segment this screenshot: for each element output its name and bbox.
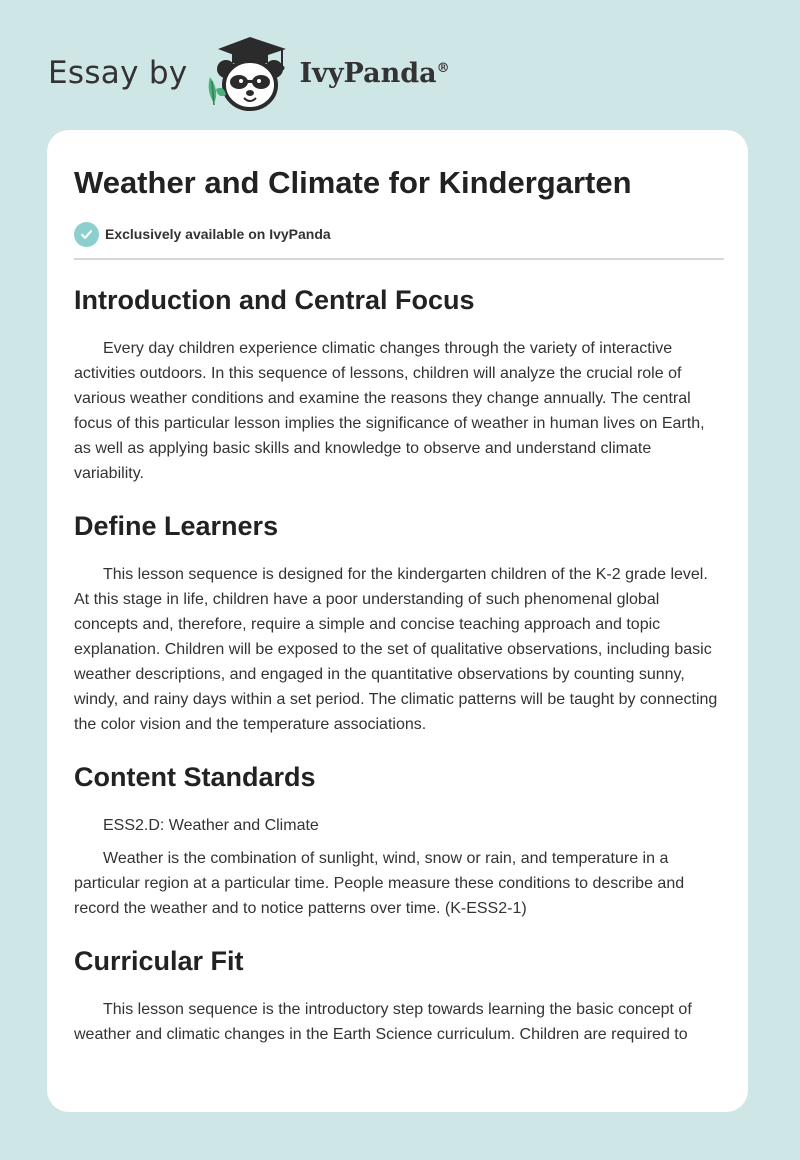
panda-logo-icon[interactable] (204, 33, 294, 113)
essay-by-label: Essay by (48, 55, 188, 91)
paragraph-define-learners: This lesson sequence is designed for the kindergarten children of the K-2 grade level. At this stage in life, children have a poor understanding of such phenomenal global concepts and, therefore, require a simple and concise teaching approach and topic explanation. Children will be exposed to the set of qualitative observations, including basic weather descriptions, and engaged in the quantitative observations by counting sunny, windy, and rainy days within a set period. The climatic patterns will be taught by connecting the color vision and the temperature associations. (74, 566, 718, 733)
badge-label: Exclusively available on IvyPanda (105, 226, 331, 242)
essay-card (47, 130, 748, 1112)
registered-mark: ® (436, 60, 450, 76)
title-divider (74, 258, 724, 260)
section-heading-define-learners: Define Learners (74, 511, 279, 541)
brand-text: IvyPanda (299, 57, 437, 89)
check-circle-icon (74, 222, 99, 247)
paragraph-content-standards: Weather is the combination of sunlight, wind, snow or rain, and temperature in a particular region at a particular time. People measure these conditions to describe and record the weather and to notice patterns over time. (K-ESS2-1) (74, 850, 685, 917)
page-title: Weather and Climate for Kindergarten (74, 165, 632, 200)
paragraph-standard-code: ESS2.D: Weather and Climate (103, 817, 319, 834)
paragraph-curricular-fit: This lesson sequence is the introductory step towards learning the basic concept of weather and climatic changes in the Earth Science curriculum. Children are required to (74, 1001, 692, 1043)
section-heading-introduction: Introduction and Central Focus (74, 285, 475, 315)
section-heading-curricular-fit: Curricular Fit (74, 946, 244, 976)
essay-content (74, 160, 724, 1047)
site-header (48, 30, 450, 116)
brand-name[interactable] (300, 58, 450, 89)
paragraph-introduction: Every day children experience climatic changes through the variety of interactive activities outdoors. In this sequence of lessons, children will analyze the crucial role of various weather conditions and examine the reasons they change annually. The central focus of this particular lesson implies the significance of weather in human lives on Earth, as well as applying basic skills and knowledge to observe and understand climate variability. (74, 340, 705, 482)
exclusive-badge (74, 220, 724, 248)
section-heading-content-standards: Content Standards (74, 762, 316, 792)
